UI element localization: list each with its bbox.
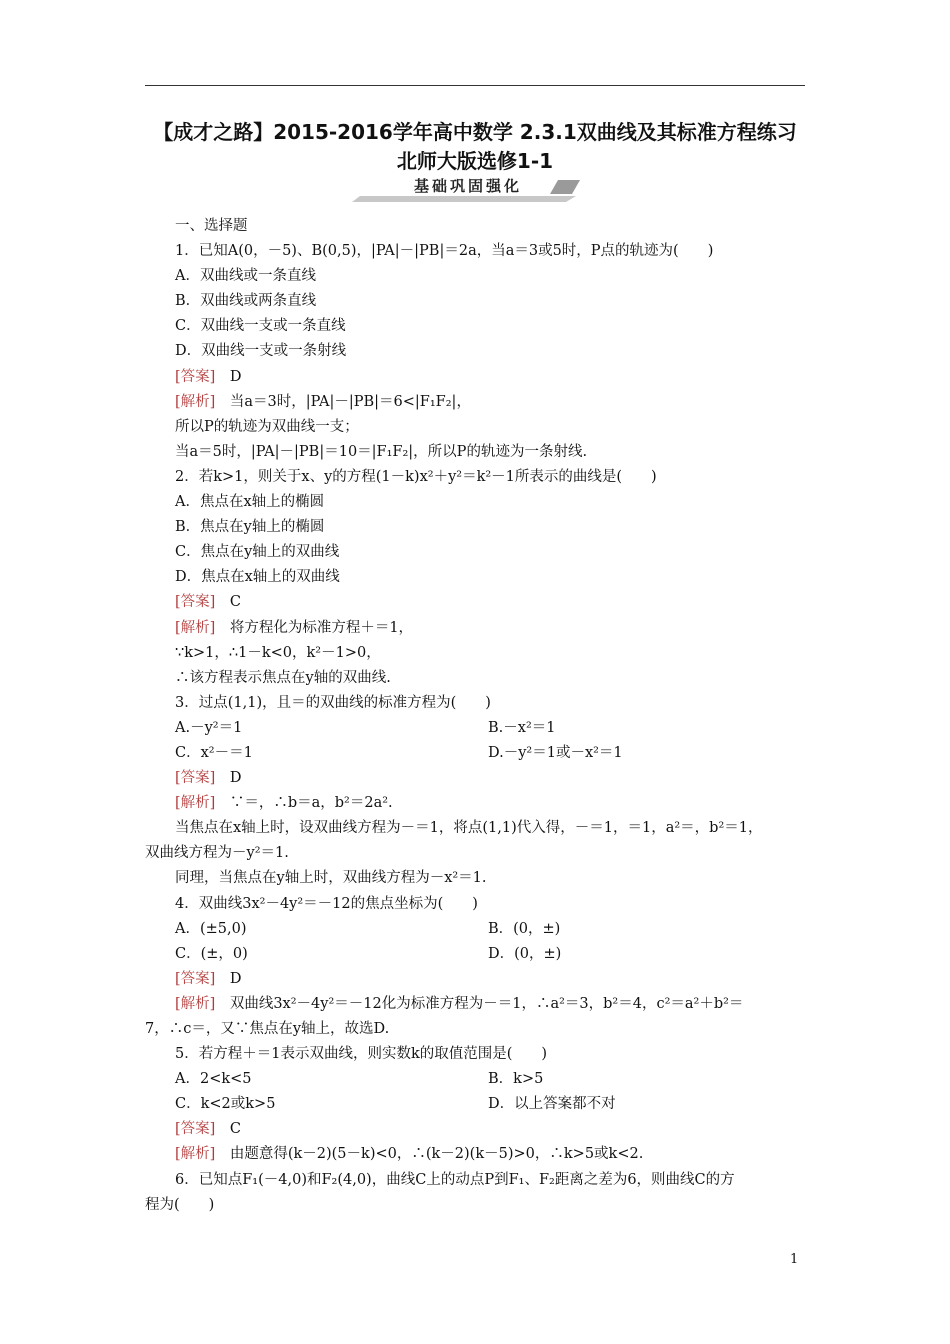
q1-option-c: C．双曲线一支或一条直线 <box>175 318 346 335</box>
banner-label: 基础巩固强化 <box>413 177 522 195</box>
q2-option-d: D．焦点在x轴上的双曲线 <box>175 569 340 586</box>
q5-stem: 5．若方程＋＝1表示双曲线，则实数k的取值范围是( ) <box>175 1046 548 1063</box>
q3-options-row1 <box>145 716 807 741</box>
q4-explanation <box>145 992 807 1017</box>
q4-answer <box>145 967 807 992</box>
q5-option-a: A．2<k<5 <box>175 1071 252 1088</box>
q3-answer <box>145 766 807 791</box>
section-heading: 一、选择题 <box>175 218 248 234</box>
q3-option-d: D.－y²＝1或－x²＝1 <box>488 744 623 761</box>
q5-explanation <box>145 1142 807 1167</box>
q2-option-c: C．焦点在y轴上的双曲线 <box>175 544 340 561</box>
q2-stem: 2．若k>1，则关于x、y的方程(1－k)x²＋y²＝k²－1所表示的曲线是( ) <box>175 468 657 485</box>
q6-stem-line1: 6．已知点F₁(－4,0)和F₂(4,0)，曲线C上的动点P到F₁、F₂距离之差为6，则曲线C的方 <box>175 1171 735 1188</box>
answer-tag: [答案] <box>175 1121 216 1138</box>
q2-exp-line1: 将方程化为标准方程＋＝1， <box>229 619 414 636</box>
q4-options-row1 <box>145 917 807 942</box>
q5-option-c: C．k<2或k>5 <box>175 1096 276 1113</box>
q1-exp-line2: 所以P的轨迹为双曲线一支； <box>175 418 359 435</box>
q3-exp-line3: 双曲线方程为－y²＝1. <box>145 845 289 862</box>
q5-options-row2 <box>145 1092 807 1117</box>
q1-answer <box>145 365 807 390</box>
q2-exp-line2: ∵k>1，∴1－k<0，k²－1>0， <box>175 644 381 661</box>
explanation-tag: [解析] <box>175 619 216 636</box>
q2-explanation <box>145 616 807 641</box>
q4-option-d: D．(0，±) <box>488 945 562 962</box>
q4-answer-value: D <box>229 970 242 987</box>
q5-exp-line1: 由题意得(k－2)(5－k)<0，∴(k－2)(k－5)>0，∴k>5或k<2. <box>229 1146 644 1163</box>
page-number: 1 <box>790 1252 799 1267</box>
q4-exp-line2: 7，∴c＝，又∵焦点在y轴上，故选D. <box>145 1021 390 1037</box>
q6-stem-line2: 程为( ) <box>145 1196 215 1213</box>
q5-option-b: B．k>5 <box>488 1071 544 1088</box>
answer-tag: [答案] <box>175 970 216 987</box>
q2-option-b: B．焦点在y轴上的椭圆 <box>175 519 325 536</box>
explanation-tag: [解析] <box>175 1146 216 1163</box>
q2-answer-value: C <box>229 594 241 611</box>
q1-stem: 1．已知A(0，－5)、B(0,5)，|PA|－|PB|＝2a，当a＝3或5时，P点的轨迹为( ) <box>175 243 714 260</box>
q3-option-b: B.－x²＝1 <box>488 719 556 736</box>
answer-tag: [答案] <box>175 594 216 611</box>
q1-explanation <box>145 390 807 415</box>
q3-option-a: A.－y²＝1 <box>175 719 243 736</box>
q1-exp-line1: 当a＝3时，|PA|－|PB|＝6<|F₁F₂|， <box>229 393 471 410</box>
q3-explanation <box>145 791 807 816</box>
q5-answer <box>145 1117 807 1142</box>
document-title: 【成才之路】2015-2016学年高中数学 2.3.1双曲线及其标准方程练习 北师大版选修1-1 <box>153 120 797 173</box>
explanation-tag: [解析] <box>175 393 216 410</box>
q4-options-row2 <box>145 942 807 967</box>
q3-options-row2 <box>145 741 807 766</box>
q5-option-d: D．以上答案都不对 <box>488 1096 616 1113</box>
q2-option-a: A．焦点在x轴上的椭圆 <box>175 494 325 511</box>
q3-exp-line4: 同理，当焦点在y轴上时，双曲线方程为－x²＝1. <box>175 870 487 887</box>
q4-option-b: B．(0，±) <box>488 920 561 937</box>
q3-stem: 3．过点(1,1)，且＝的双曲线的标准方程为( ) <box>175 694 491 711</box>
header-rule <box>145 85 805 86</box>
explanation-tag: [解析] <box>175 795 216 812</box>
q1-option-a: A．双曲线或一条直线 <box>175 268 316 285</box>
section-banner <box>352 176 584 203</box>
explanation-tag: [解析] <box>175 995 216 1012</box>
q3-option-c: C．x²－＝1 <box>175 744 253 761</box>
q3-answer-value: D <box>229 770 242 787</box>
q1-option-b: B．双曲线或两条直线 <box>175 293 317 310</box>
q1-exp-line3: 当a＝5时，|PA|－|PB|＝10＝|F₁F₂|，所以P的轨迹为一条射线. <box>175 443 588 460</box>
q4-stem: 4．双曲线3x²－4y²＝－12的焦点坐标为( ) <box>175 895 478 912</box>
q4-option-c: C．(±，0) <box>175 945 248 962</box>
q5-options-row1 <box>145 1067 807 1092</box>
q3-exp-line1: ∵＝，∴b＝a，b²＝2a². <box>229 795 393 812</box>
q3-exp-line2: 当焦点在x轴上时，设双曲线方程为－＝1，将点(1,1)代入得，－＝1，＝1，a²＝，b²＝1， <box>175 820 763 837</box>
q1-answer-value: D <box>229 368 242 385</box>
q4-option-a: A．(±5,0) <box>175 920 247 937</box>
answer-tag: [答案] <box>175 368 216 385</box>
document-body <box>145 214 807 1218</box>
q4-exp-line1: 双曲线3x²－4y²＝－12化为标准方程为－＝1，∴a²＝3，b²＝4，c²＝a²＋b²＝ <box>229 995 744 1012</box>
q5-answer-value: C <box>229 1121 241 1138</box>
answer-tag: [答案] <box>175 770 216 787</box>
q2-answer <box>145 590 807 615</box>
q2-exp-line3: ∴该方程表示焦点在y轴的双曲线. <box>175 669 391 686</box>
q1-option-d: D．双曲线一支或一条射线 <box>175 343 347 360</box>
